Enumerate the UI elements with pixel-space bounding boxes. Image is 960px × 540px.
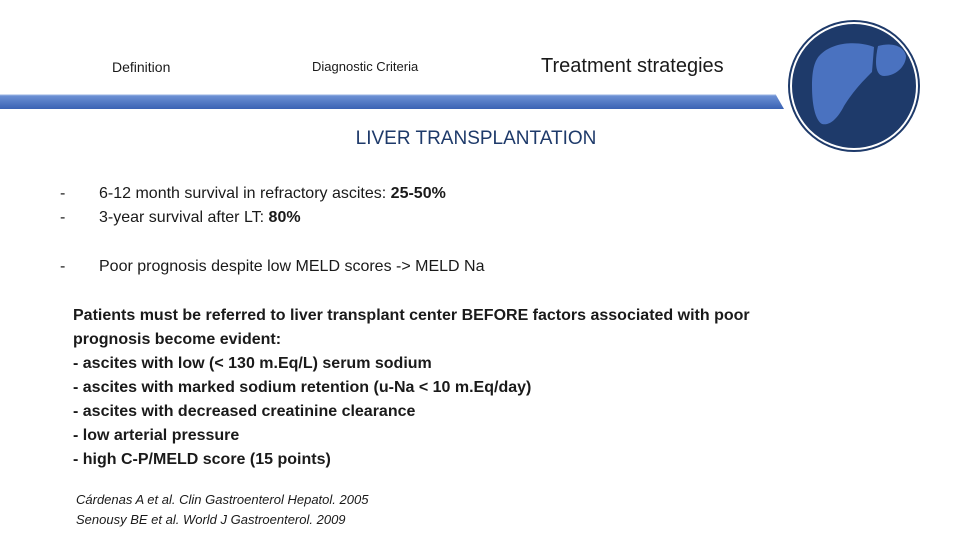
bullet-item — [60, 207, 301, 229]
paragraph-line: - ascites with marked sodium retention (u-Na < 10 m.Eq/day) — [73, 379, 532, 396]
reference-item: Senousy BE et al. World J Gastroenterol. 2009 — [76, 512, 346, 527]
paragraph-line: - ascites with decreased creatinine clearance — [73, 403, 416, 420]
bullet-value: 25-50% — [390, 185, 446, 202]
bullet-text: 3-year survival after LT: — [99, 209, 269, 226]
paragraph-line: prognosis become evident: — [73, 331, 282, 348]
referral-paragraph — [73, 304, 833, 472]
bullet-text: 6-12 month survival in refractory ascites: — [99, 185, 391, 202]
paragraph-line: - ascites with low (< 130 m.Eq/L) serum sodium — [73, 355, 432, 372]
tab-definition[interactable]: Definition — [112, 59, 171, 75]
tab-diagnostic-criteria[interactable]: Diagnostic Criteria — [312, 59, 419, 74]
reference-item: Cárdenas A et al. Clin Gastroenterol Hepatol. 2005 — [76, 492, 369, 507]
bullet-item — [60, 183, 446, 205]
nav-underline-bar — [0, 94, 800, 110]
references — [76, 490, 368, 530]
paragraph-line: Patients must be referred to liver transplant center BEFORE factors associated with poor — [73, 307, 750, 324]
bullet-dash: - — [60, 185, 66, 202]
paragraph-line: - high C-P/MELD score (15 points) — [73, 451, 331, 468]
tab-treatment-strategies[interactable]: Treatment strategies — [541, 55, 724, 77]
paragraph-line: - low arterial pressure — [73, 427, 240, 444]
bullet-dash: - — [60, 209, 66, 226]
bullet-value: 80% — [268, 209, 301, 226]
bullet-item — [60, 256, 485, 278]
slide-title: LIVER TRANSPLANTATION — [355, 128, 597, 149]
bullet-text: Poor prognosis despite low MELD scores -> MELD Na — [99, 258, 485, 275]
bullet-dash: - — [60, 258, 66, 275]
